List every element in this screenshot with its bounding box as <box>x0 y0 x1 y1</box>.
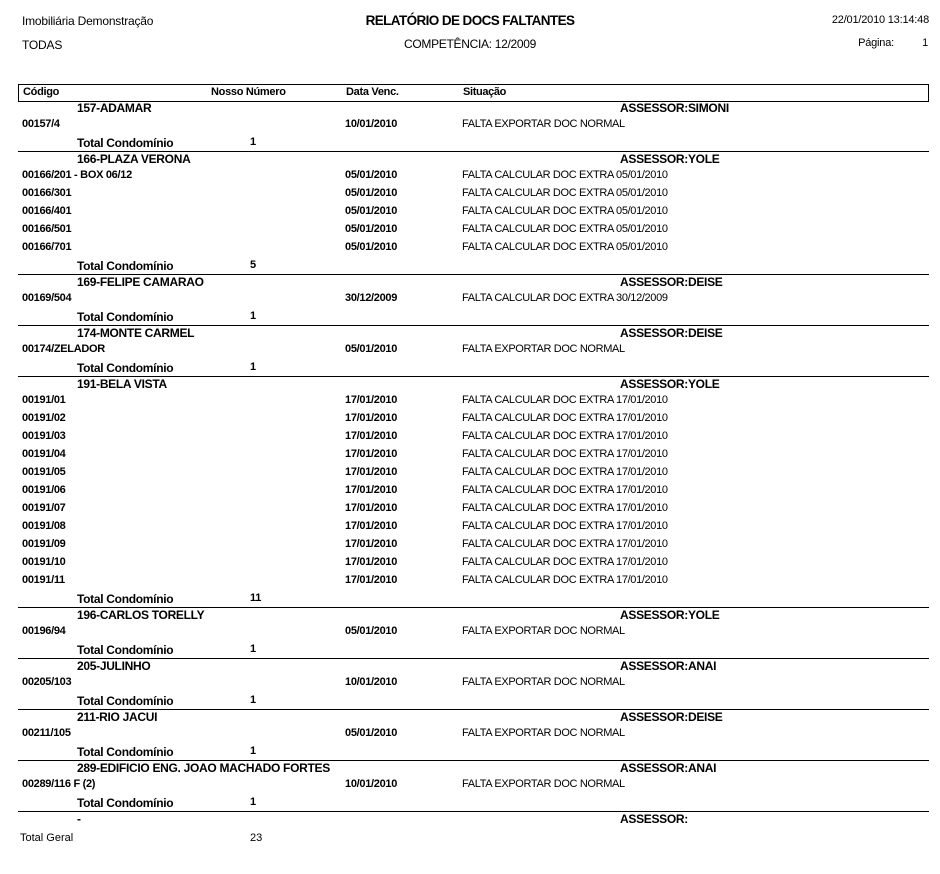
cell-codigo: 00166/401 <box>22 205 72 217</box>
group-section <box>18 376 929 607</box>
group-section <box>18 151 929 274</box>
cell-situacao: FALTA CALCULAR DOC EXTRA 17/01/2010 <box>462 556 668 568</box>
assessor-label: ASSESSOR:DEISE <box>620 275 723 289</box>
table-header <box>18 84 929 102</box>
group-header-row <box>18 710 929 727</box>
group-name: 157-ADAMAR <box>77 101 152 115</box>
cell-codigo: 00191/02 <box>22 412 66 424</box>
company-name: Imobiliária Demonstração <box>22 14 154 28</box>
group-name: 166-PLAZA VERONA <box>77 152 191 166</box>
page-indicator <box>858 37 928 49</box>
report-datetime: 22/01/2010 13:14:48 <box>831 14 929 26</box>
total-count: 1 <box>250 310 256 322</box>
cell-situacao: FALTA CALCULAR DOC EXTRA 17/01/2010 <box>462 448 668 460</box>
group-name: 196-CARLOS TORELLY <box>77 608 205 622</box>
cell-situacao: FALTA CALCULAR DOC EXTRA 05/01/2010 <box>462 223 668 235</box>
cell-situacao: FALTA EXPORTAR DOC NORMAL <box>462 727 625 739</box>
table-row <box>18 502 929 520</box>
group-header-row <box>18 326 929 343</box>
cell-situacao: FALTA EXPORTAR DOC NORMAL <box>462 676 625 688</box>
total-label: Total Condomínio <box>77 136 174 150</box>
group-name: 174-MONTE CARMEL <box>77 326 195 340</box>
table-row <box>18 430 929 448</box>
group-section <box>18 709 929 760</box>
cell-codigo: 00191/05 <box>22 466 66 478</box>
report-competencia: COMPETÊNCIA: 12/2009 <box>403 37 537 51</box>
cell-data-venc: 10/01/2010 <box>345 118 398 130</box>
cell-codigo: 00157/4 <box>22 118 60 130</box>
cell-codigo: 00205/103 <box>22 676 72 688</box>
total-count: 1 <box>250 796 256 808</box>
table-row <box>18 412 929 430</box>
grand-total-row <box>18 832 929 850</box>
total-count: 1 <box>250 745 256 757</box>
cell-codigo: 00166/701 <box>22 241 72 253</box>
cell-data-venc: 17/01/2010 <box>345 574 398 586</box>
cell-codigo: 00196/94 <box>22 625 66 637</box>
cell-situacao: FALTA EXPORTAR DOC NORMAL <box>462 625 625 637</box>
total-count: 1 <box>250 361 256 373</box>
cell-codigo: 00191/10 <box>22 556 66 568</box>
table-row <box>18 625 929 643</box>
cell-situacao: FALTA EXPORTAR DOC NORMAL <box>462 118 625 130</box>
table-row <box>18 727 929 745</box>
table-row <box>18 187 929 205</box>
total-count: 1 <box>250 643 256 655</box>
table-row <box>18 538 929 556</box>
assessor-label: ASSESSOR:ANAI <box>620 659 717 673</box>
cell-codigo: 00191/08 <box>22 520 66 532</box>
table-row <box>18 394 929 412</box>
group-header-row <box>18 275 929 292</box>
grand-total-label: Total Geral <box>20 832 74 844</box>
total-label: Total Condomínio <box>77 643 174 657</box>
cell-data-venc: 17/01/2010 <box>345 466 398 478</box>
group-name: 191-BELA VISTA <box>77 377 167 391</box>
table-row <box>18 466 929 484</box>
cell-data-venc: 10/01/2010 <box>345 676 398 688</box>
cell-situacao: FALTA CALCULAR DOC EXTRA 17/01/2010 <box>462 484 668 496</box>
cell-situacao: FALTA CALCULAR DOC EXTRA 05/01/2010 <box>462 169 668 181</box>
cell-data-venc: 05/01/2010 <box>345 205 398 217</box>
group-section <box>18 658 929 709</box>
total-row <box>18 310 929 325</box>
cell-codigo: 00191/11 <box>22 574 65 586</box>
group-section <box>18 325 929 376</box>
page-number: 1 <box>922 37 928 49</box>
table-row <box>18 241 929 259</box>
cell-data-venc: 05/01/2010 <box>345 241 398 253</box>
cell-codigo: 00169/504 <box>22 292 72 304</box>
total-row <box>18 136 929 151</box>
cell-data-venc: 17/01/2010 <box>345 394 398 406</box>
cell-data-venc: 17/01/2010 <box>345 484 398 496</box>
cell-situacao: FALTA CALCULAR DOC EXTRA 05/01/2010 <box>462 187 668 199</box>
grand-total-value: 23 <box>250 832 263 844</box>
total-label: Total Condomínio <box>77 259 174 273</box>
table-row <box>18 484 929 502</box>
cell-situacao: FALTA EXPORTAR DOC NORMAL <box>462 343 625 355</box>
cell-situacao: FALTA CALCULAR DOC EXTRA 17/01/2010 <box>462 430 668 442</box>
assessor-label: ASSESSOR:YOLE <box>620 377 720 391</box>
total-row <box>18 694 929 709</box>
assessor-label: ASSESSOR:ANAI <box>620 761 717 775</box>
group-header-row <box>18 101 929 118</box>
total-label: Total Condomínio <box>77 796 174 810</box>
total-label: Total Condomínio <box>77 592 174 606</box>
cell-situacao: FALTA CALCULAR DOC EXTRA 17/01/2010 <box>462 538 668 550</box>
total-row <box>18 259 929 274</box>
report-scope: TODAS <box>22 38 63 52</box>
table-row <box>18 556 929 574</box>
cell-situacao: FALTA CALCULAR DOC EXTRA 17/01/2010 <box>462 574 668 586</box>
table-row <box>18 118 929 136</box>
cell-data-venc: 17/01/2010 <box>345 520 398 532</box>
cell-situacao: FALTA CALCULAR DOC EXTRA 05/01/2010 <box>462 241 668 253</box>
cell-data-venc: 17/01/2010 <box>345 430 398 442</box>
total-row <box>18 796 929 811</box>
report-body <box>18 101 929 850</box>
cell-situacao: FALTA CALCULAR DOC EXTRA 17/01/2010 <box>462 394 668 406</box>
cell-data-venc: 17/01/2010 <box>345 448 398 460</box>
group-header-row <box>18 608 929 625</box>
cell-data-venc: 05/01/2010 <box>345 727 398 739</box>
table-row <box>18 205 929 223</box>
assessor-label: ASSESSOR: <box>620 812 688 826</box>
cell-codigo: 00289/116 F (2) <box>22 778 96 790</box>
report-title: RELATÓRIO DE DOCS FALTANTES <box>365 13 575 28</box>
total-row <box>18 745 929 760</box>
group-name: 211-RIO JACUI <box>77 710 158 724</box>
total-count: 1 <box>250 694 256 706</box>
group-section <box>18 811 929 829</box>
cell-data-venc: 05/01/2010 <box>345 625 398 637</box>
col-header-situacao: Situação <box>463 86 507 98</box>
table-row <box>18 292 929 310</box>
total-count: 5 <box>250 259 256 271</box>
total-label: Total Condomínio <box>77 694 174 708</box>
cell-situacao: FALTA EXPORTAR DOC NORMAL <box>462 778 625 790</box>
table-row <box>18 448 929 466</box>
col-header-nosso-numero: Nosso Número <box>211 86 286 98</box>
assessor-label: ASSESSOR:YOLE <box>620 608 720 622</box>
cell-codigo: 00191/03 <box>22 430 66 442</box>
table-row <box>18 169 929 187</box>
cell-codigo: 00191/06 <box>22 484 66 496</box>
group-section <box>18 274 929 325</box>
cell-codigo: 00211/105 <box>22 727 71 739</box>
cell-codigo: 00191/01 <box>22 394 66 406</box>
table-row <box>18 778 929 796</box>
cell-codigo: 00191/07 <box>22 502 66 514</box>
cell-codigo: 00191/09 <box>22 538 66 550</box>
table-row <box>18 574 929 592</box>
col-header-data-venc: Data Venc. <box>346 86 399 98</box>
group-section <box>18 101 929 151</box>
cell-data-venc: 05/01/2010 <box>345 343 398 355</box>
cell-situacao: FALTA CALCULAR DOC EXTRA 05/01/2010 <box>462 205 668 217</box>
total-row <box>18 643 929 658</box>
cell-codigo: 00166/501 <box>22 223 72 235</box>
cell-situacao: FALTA CALCULAR DOC EXTRA 30/12/2009 <box>462 292 668 304</box>
total-count: 1 <box>250 136 256 148</box>
total-label: Total Condomínio <box>77 745 174 759</box>
cell-codigo: 00166/301 <box>22 187 72 199</box>
cell-data-venc: 17/01/2010 <box>345 556 398 568</box>
group-name: 289-EDIFICIO ENG. JOAO MACHADO FORTES <box>77 761 330 775</box>
cell-situacao: FALTA CALCULAR DOC EXTRA 17/01/2010 <box>462 502 668 514</box>
table-row <box>18 223 929 241</box>
group-header-row <box>18 152 929 169</box>
cell-data-venc: 05/01/2010 <box>345 169 398 181</box>
total-label: Total Condomínio <box>77 310 174 324</box>
total-row <box>18 361 929 376</box>
page-label: Página: <box>858 37 894 49</box>
cell-data-venc: 05/01/2010 <box>345 223 398 235</box>
group-header-row <box>18 659 929 676</box>
group-name: 205-JULINHO <box>77 659 151 673</box>
group-header-row <box>18 812 929 829</box>
col-header-codigo: Código <box>23 86 60 98</box>
cell-codigo: 00166/201 - BOX 06/12 <box>22 169 132 181</box>
group-section <box>18 607 929 658</box>
cell-data-venc: 17/01/2010 <box>345 502 398 514</box>
cell-data-venc: 10/01/2010 <box>345 778 398 790</box>
cell-situacao: FALTA CALCULAR DOC EXTRA 17/01/2010 <box>462 412 668 424</box>
total-count: 11 <box>250 592 262 604</box>
cell-codigo: 00191/04 <box>22 448 66 460</box>
cell-situacao: FALTA CALCULAR DOC EXTRA 17/01/2010 <box>462 466 668 478</box>
assessor-label: ASSESSOR:SIMONI <box>620 101 729 115</box>
total-label: Total Condomínio <box>77 361 174 375</box>
group-header-row <box>18 761 929 778</box>
cell-data-venc: 30/12/2009 <box>345 292 398 304</box>
assessor-label: ASSESSOR:DEISE <box>620 326 723 340</box>
cell-situacao: FALTA CALCULAR DOC EXTRA 17/01/2010 <box>462 520 668 532</box>
cell-data-venc: 17/01/2010 <box>345 412 398 424</box>
table-row <box>18 520 929 538</box>
cell-data-venc: 17/01/2010 <box>345 538 398 550</box>
group-name: - <box>77 812 81 826</box>
group-header-row <box>18 377 929 394</box>
group-section <box>18 760 929 811</box>
assessor-label: ASSESSOR:DEISE <box>620 710 723 724</box>
total-row <box>18 592 929 607</box>
cell-codigo: 00174/ZELADOR <box>22 343 105 355</box>
table-row <box>18 343 929 361</box>
assessor-label: ASSESSOR:YOLE <box>620 152 720 166</box>
group-name: 169-FELIPE CAMARAO <box>77 275 204 289</box>
table-row <box>18 676 929 694</box>
cell-data-venc: 05/01/2010 <box>345 187 398 199</box>
